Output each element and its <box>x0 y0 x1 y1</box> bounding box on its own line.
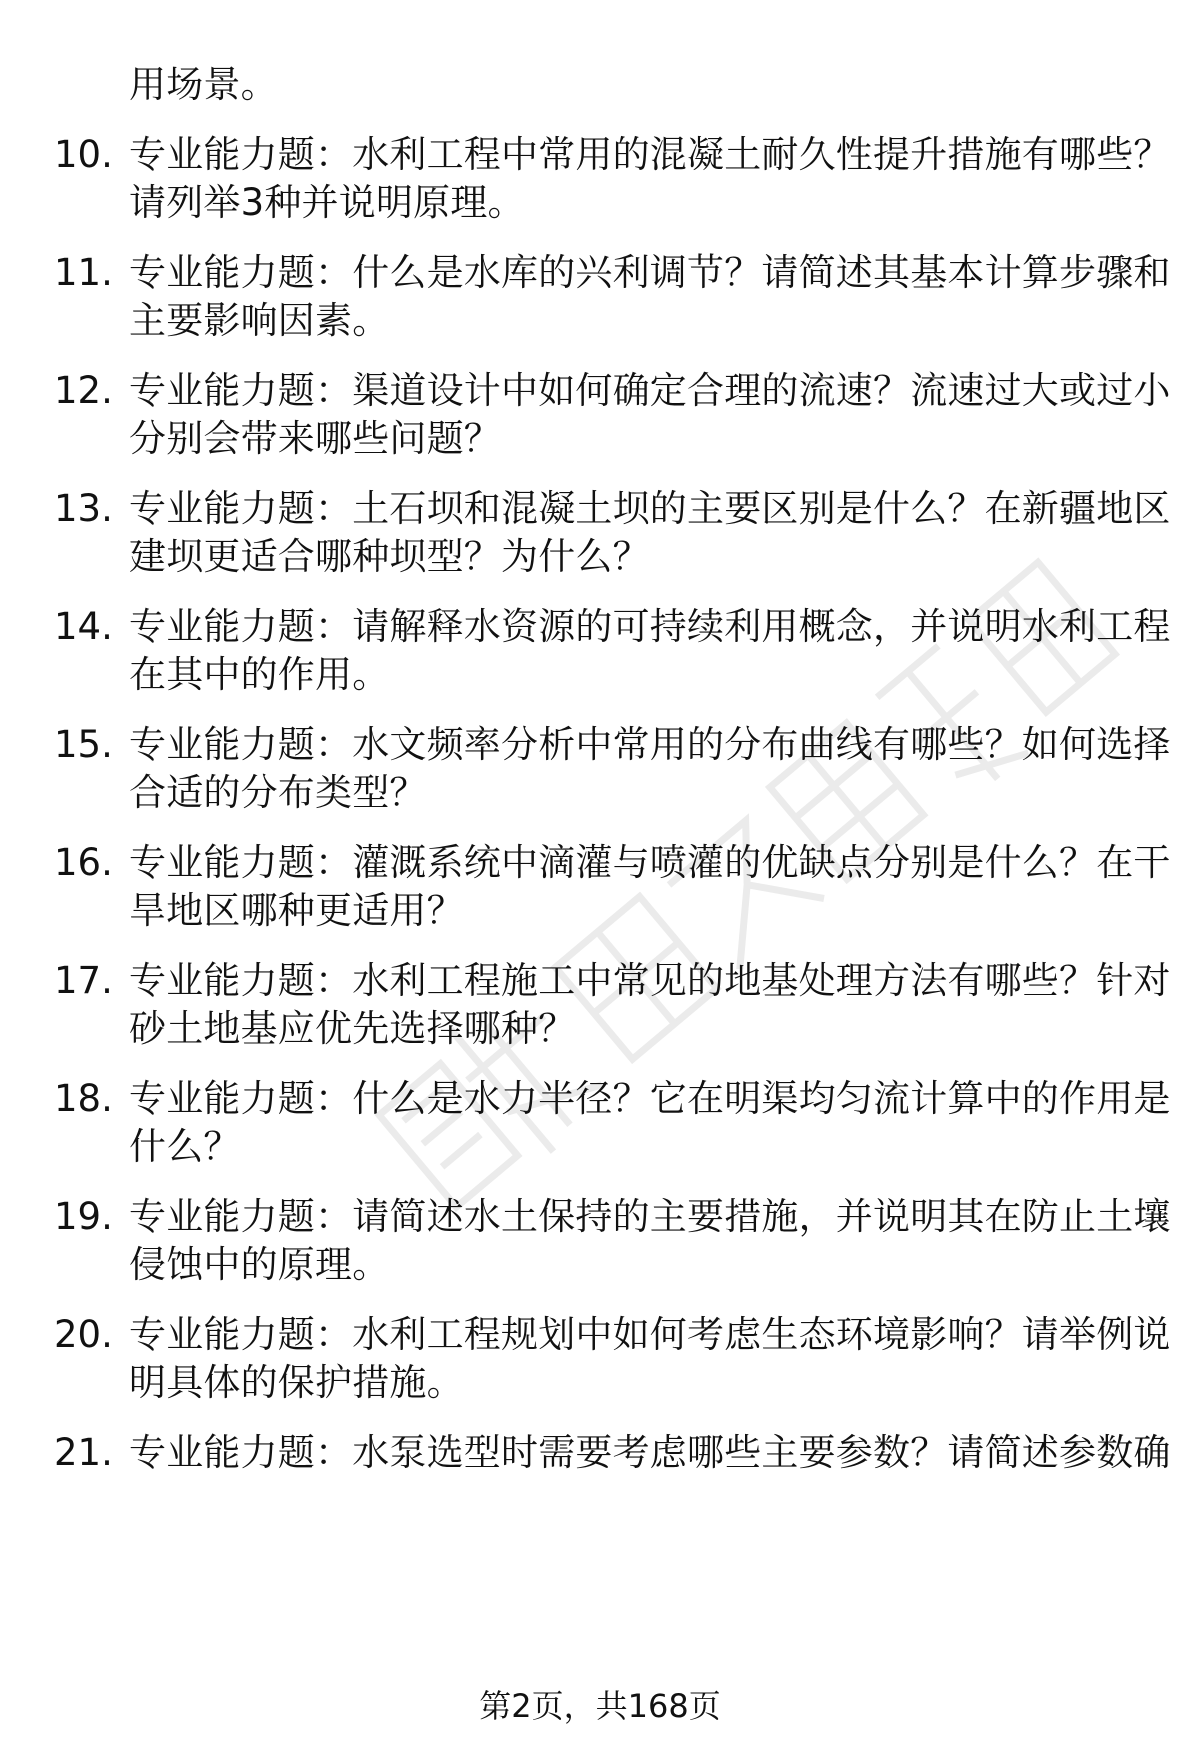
question-text-line2: 分别会带来哪些问题？ <box>129 417 501 460</box>
question-text-line1: 专业能力题：灌溉系统中滴灌与喷灌的优缺点分别是什么？在干 <box>129 841 1171 884</box>
question-text-line1: 专业能力题：水利工程施工中常见的地基处理方法有哪些？针对 <box>129 959 1171 1002</box>
question-text-line2: 请列举3种并说明原理。 <box>129 181 525 224</box>
question-number: 21. <box>54 1431 113 1474</box>
question-text-line2: 在其中的作用。 <box>129 653 390 696</box>
question-text-line2: 建坝更适合哪种坝型？为什么？ <box>129 535 650 578</box>
question-text-line2: 合适的分布类型？ <box>129 771 427 814</box>
question-number: 20. <box>54 1313 113 1356</box>
question-text-line1: 专业能力题：水利工程中常用的混凝土耐久性提升措施有哪些？ <box>129 133 1171 176</box>
question-text-line1: 专业能力题：水泵选型时需要考虑哪些主要参数？请简述参数确 <box>129 1431 1171 1474</box>
question-text-line1: 专业能力题：请简述水土保持的主要措施，并说明其在防止土壤 <box>129 1195 1171 1238</box>
question-number: 17. <box>54 959 113 1002</box>
question-text-line1: 专业能力题：请解释水资源的可持续利用概念，并说明水利工程 <box>129 605 1171 648</box>
question-text-line1: 专业能力题：水文频率分析中常用的分布曲线有哪些？如何选择 <box>129 723 1171 766</box>
question-number: 12. <box>54 369 113 412</box>
question-text-line2: 旱地区哪种更适用？ <box>129 889 464 932</box>
question-text-line1: 专业能力题：渠道设计中如何确定合理的流速？流速过大或过小 <box>129 369 1171 412</box>
question-text-line1: 专业能力题：什么是水力半径？它在明渠均匀流计算中的作用是 <box>129 1077 1171 1120</box>
continuation-text: 用场景。 <box>129 63 278 106</box>
question-number: 16. <box>54 841 113 884</box>
question-text-line2: 砂土地基应优先选择哪种？ <box>129 1007 576 1050</box>
question-text-line1: 专业能力题：水利工程规划中如何考虑生态环境影响？请举例说 <box>129 1313 1171 1356</box>
question-number: 18. <box>54 1077 113 1120</box>
page-footer: 第2页，共168页 <box>479 1687 721 1725</box>
question-number: 10. <box>54 133 113 176</box>
question-text-line2: 侵蚀中的原理。 <box>129 1243 390 1286</box>
question-text-line2: 什么？ <box>129 1125 241 1168</box>
question-number: 14. <box>54 605 113 648</box>
question-text-line1: 专业能力题：土石坝和混凝土坝的主要区别是什么？在新疆地区 <box>129 487 1171 530</box>
question-text-line2: 明具体的保护措施。 <box>129 1361 464 1404</box>
question-number: 19. <box>54 1195 113 1238</box>
question-text-line2: 主要影响因素。 <box>129 299 390 342</box>
question-number: 11. <box>54 251 113 294</box>
question-number: 13. <box>54 487 113 530</box>
question-text-line1: 专业能力题：什么是水库的兴利调节？请简述其基本计算步骤和 <box>129 251 1171 294</box>
question-number: 15. <box>54 723 113 766</box>
